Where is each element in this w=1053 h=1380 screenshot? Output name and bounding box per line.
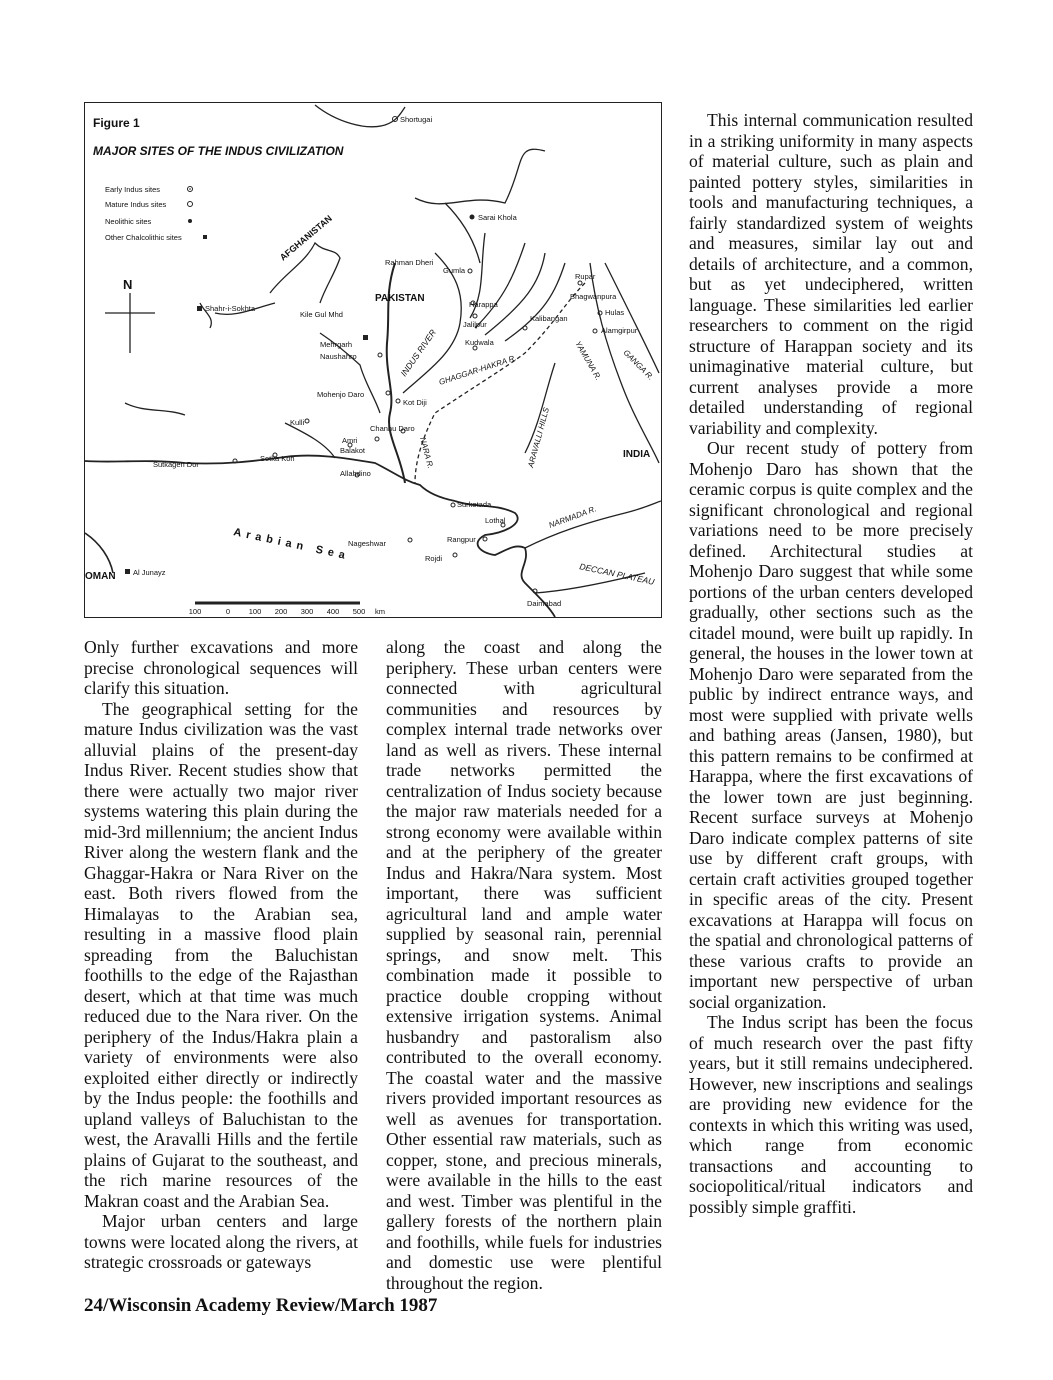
paragraph: The geographical setting for the mature Indus civilization was the vast alluvial plains of the present-day Indus River. Recent studies show that there were actually two major river systems watering this plain during the mid-3rd millennium; the ancient Indus River along the western flank and the Ghaggar-Hakra or Nara River on the east. Both rivers flowed from the Himalayas to the Arabian sea, resulting in a massive flood plain spreading from the Baluchistan foothills to the edge of the Rajasthan desert, which at that time was much reduced due to the Nara river. On the periphery of the Indus/Hakra plain a variety of environments were also exploited either directly or indirectly by the Indus people: the foothills and upland valleys of Baluchistan to the west, the Aravalli Hills and the fertile plains of Gujarat to the southeast, and the rich marine resources of the Makran coast and the Arabian Sea. bbox=[84, 698, 358, 1211]
text-column-3 bbox=[689, 110, 973, 1217]
site-kile-gul-mhd: Kile Gul Mhd bbox=[300, 310, 343, 319]
legend-early-indus: Early Indus sites bbox=[105, 185, 161, 194]
site-sarai-khola: Sarai Khola bbox=[478, 213, 517, 222]
paragraph: Major urban centers and large towns were located along the rivers, at strategic crossroads or gateways bbox=[84, 1211, 358, 1272]
region-pakistan: PAKISTAN bbox=[375, 293, 425, 304]
river-ganga: GANGA R. bbox=[621, 348, 656, 382]
region-india: INDIA bbox=[623, 449, 651, 460]
paragraph: Only further excavations and more precise chronological sequences will clarify this situation. bbox=[84, 637, 358, 698]
site-naushahro: Naushahro bbox=[320, 352, 357, 361]
figure-label: Figure 1 bbox=[93, 116, 140, 130]
site-mohenjo-daro: Mohenjo Daro bbox=[317, 390, 365, 399]
river-yamuna: YAMUNA R. bbox=[573, 339, 603, 382]
river-narmada: NARMADA R. bbox=[547, 504, 598, 530]
site-lothal: Lothal bbox=[485, 516, 506, 525]
paragraph: The Indus script has been the focus of much research over the past fifty years, but it still remains undeciphered. However, new inscriptions and sealings are providing new evidence for the contexts in which this writing was used, which range from economic transactions and accounting to sociopolitical/ritual indicators and possibly simple graffiti. bbox=[689, 1012, 973, 1217]
paragraph: This internal communication resulted in a striking uniformity in many aspects of material culture, such as plain and painted pottery styles, similarities in tools and manufacturing techniques, a fairly standardized system of weights and measures, similar lay out and details of architecture, and a common, but as yet undeciphered, written language. These similarities led earlier researchers to comment on the rigid structure of Harappan society and its unimaginative material culture, but current analyses provide a more detailed understanding of regional variability and complexity. bbox=[689, 110, 973, 438]
river-ghaggar-hakra: GHAGGAR-HAKRA R. bbox=[437, 353, 518, 387]
scale-tick-label: 500 bbox=[352, 607, 366, 616]
scale-tick-label: 300 bbox=[300, 607, 314, 616]
legend-neolithic: Neolithic sites bbox=[105, 217, 152, 226]
north-arrow-label: N bbox=[123, 277, 133, 292]
region-deccan: DECCAN PLATEAU bbox=[578, 561, 656, 587]
legend-mature-indus: Mature Indus sites bbox=[105, 200, 167, 209]
indus-sites-map bbox=[85, 103, 661, 617]
site-bhagwanpura: Bhagwanpura bbox=[570, 292, 617, 301]
region-oman: OMAN bbox=[85, 571, 116, 582]
site-hulas: Hulas bbox=[605, 308, 625, 317]
site-daimabad: Daimabad bbox=[527, 599, 562, 608]
figure-title: MAJOR SITES OF THE INDUS CIVILIZATION bbox=[93, 144, 344, 158]
text-column-1 bbox=[84, 637, 358, 1273]
site-kot-diji: Kot Diji bbox=[403, 398, 427, 407]
figure-map bbox=[84, 102, 662, 618]
site-rangpur: Rangpur bbox=[447, 535, 476, 544]
site-gumla: Gumla bbox=[443, 266, 466, 275]
site-kulli: Kulli bbox=[290, 418, 305, 427]
region-arabian-sea: Arabian Sea bbox=[232, 526, 351, 563]
site-nageshwar: Nageshwar bbox=[348, 539, 386, 548]
site-mehrgarh: Mehrgarh bbox=[320, 340, 353, 349]
site-sotka-koh: Sotka Koh bbox=[260, 454, 295, 463]
scale-tick-label: 200 bbox=[274, 607, 288, 616]
site-sutkagen-dor: Sutkagen Dor bbox=[153, 460, 199, 469]
site-kudwala: Kudwala bbox=[465, 338, 494, 347]
site-balakot: Balakot bbox=[340, 446, 366, 455]
site-jalilpur: Jalilpur bbox=[463, 320, 487, 329]
river-nara: NARA R. bbox=[418, 436, 436, 470]
river-indus: INDUS RIVER bbox=[398, 327, 439, 379]
site-rahman-dheri: Rahman Dheri bbox=[385, 258, 434, 267]
region-afghanistan: AFGHANISTAN bbox=[277, 213, 334, 263]
region-aravalli: ARAVALLI HILLS bbox=[526, 406, 551, 469]
scale-unit: km bbox=[375, 607, 385, 616]
paragraph: Our recent study of pottery from Mohenjo Daro has shown that the ceramic corpus is quite complex and the significant chronological and regional variations need to be more precisely defined. Architectural studies at Mohenjo Daro suggest that while some portions of the urban centers developed gradually, other sections such as the citadel mound, were built up rapidly. In general, the houses in the lower town at Mohenjo Daro were separated from the public by indirect entrance ways, and most were supplied with private wells and bathing areas (Jansen, 1980), but this pattern remains to be confirmed at Harappa, where the first excavations of the lower town are just beginning. Recent surface surveys at Mohenjo Daro indicate complex patterns of site use by different craft groups, with certain craft activities grouped together in specific areas of the city. Present excavations at Harappa will focus on the spatial and chronological patterns of these various crafts to provide an important new perspective of urban social organization. bbox=[689, 438, 973, 1012]
site-alamgirpur: Alamgirpur bbox=[601, 326, 638, 335]
site-amri: Amri bbox=[342, 436, 358, 445]
site-kalibangan: Kalibangan bbox=[530, 314, 568, 323]
site-rupar: Rupar bbox=[575, 272, 596, 281]
site-shahr-i-sokhta: Shahr-i-Sokhta bbox=[205, 304, 256, 313]
site-surkotada: Surkotada bbox=[457, 500, 492, 509]
site-allahdino: Allahdino bbox=[340, 469, 371, 478]
site-shortugai: Shortugai bbox=[400, 115, 433, 124]
legend-chalcolithic: Other Chalcolithic sites bbox=[105, 233, 182, 242]
paragraph: along the coast and along the periphery. These urban centers were connected with agricultural communities and resources by complex internal trade networks over land as well as rivers. These internal trade networks permitted the centralization of Indus society because the major raw materials needed for a strong economy were available within and at the periphery of the greater Indus and Hakra/Nara system. Most important, there was sufficient agricultural land and ample water supplied by seasonal rain, perennial springs, and snow melt. This combination made it possible to practice double cropping without extensive irrigation systems. Animal husbandry and pastoralism also contributed to the overall economy. The coastal water and the massive rivers provided important resources as well as avenues for transportation. Other essential raw materials, such as copper, stone, and precious minerals, were available in the hills to the east and west. Timber was plentiful in the gallery forests of the northern plain and foothills, while fuels for industries and domestic use were plentiful throughout the region. bbox=[386, 637, 662, 1293]
text-column-2 bbox=[386, 637, 662, 1293]
scale-tick-label: 400 bbox=[326, 607, 340, 616]
scale-tick-label: 100 bbox=[188, 607, 202, 616]
scale-tick-label: 100 bbox=[248, 607, 262, 616]
site-chanhu-daro: Chanhu Daro bbox=[370, 424, 415, 433]
site-rojdi: Rojdi bbox=[425, 554, 443, 563]
scale-tick-label: 0 bbox=[225, 607, 231, 616]
site-al-junayz: Al Junayz bbox=[133, 568, 166, 577]
site-harappa: Harappa bbox=[469, 300, 498, 309]
page-footer: 24/Wisconsin Academy Review/March 1987 bbox=[84, 1295, 438, 1316]
